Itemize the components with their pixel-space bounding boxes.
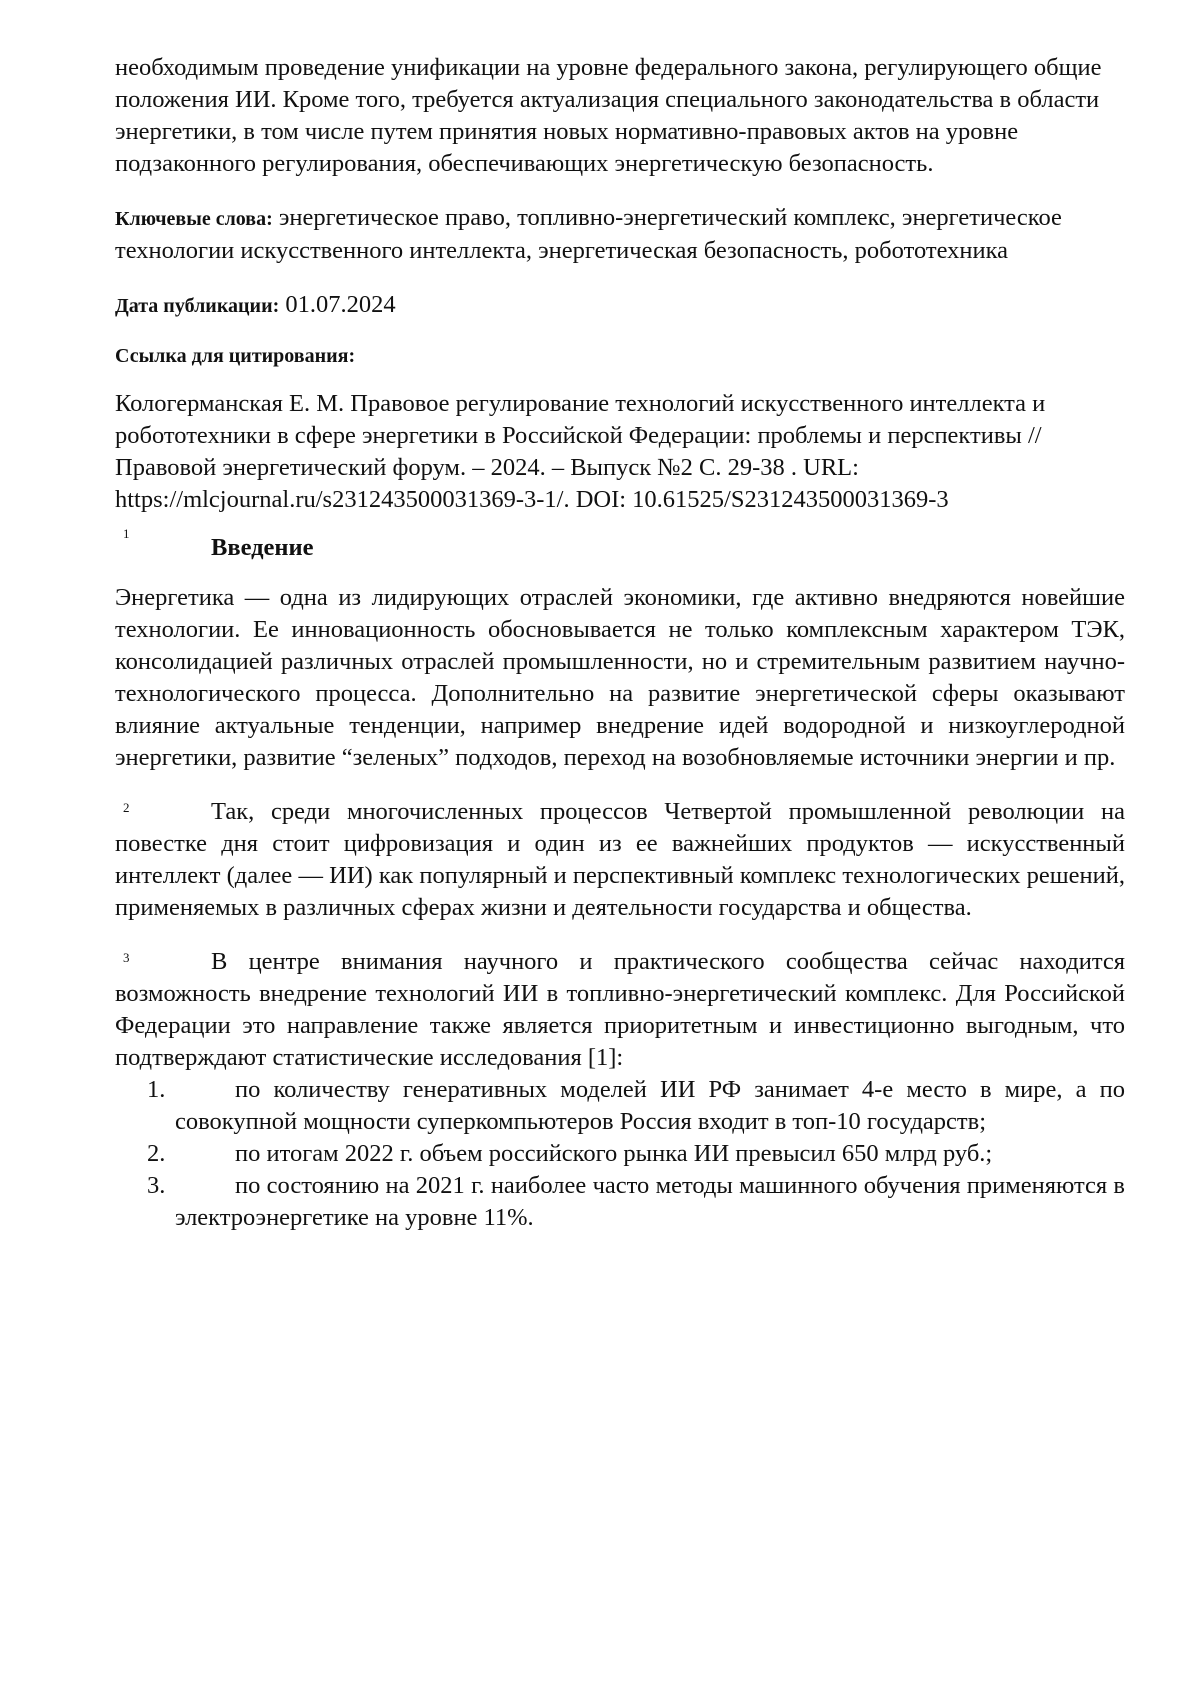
list-item — [115, 1138, 1125, 1170]
intro-section — [115, 526, 1125, 774]
paragraph-text: В центре внимания научного и практического сообщества сейчас находится возможность внедрение технологий ИИ в топливно-энергетический комплекс. Для Российской Федерации это направление также является приоритетным и инвестиционно выгодным, что подтверждают статистические исследования [1]: — [115, 948, 1125, 1071]
abstract-tail: необходимым проведение унификации на уровне федерального закона, регулирующего общие положения ИИ. Кроме того, требуется актуализация специального законодательства в области энергетики, в том числе путем принятия новых нормативно-правовых актов на уровне подзаконного регулирования, обеспечивающих энергетическую безопасность. — [115, 54, 1102, 177]
list-item — [115, 1170, 1125, 1234]
list-item-text: по состоянию на 2021 г. наиболее часто методы машинного обучения применяются в электроэнергетике на уровне 11%. — [175, 1172, 1125, 1231]
publication-date-value: 01.07.2024 — [285, 291, 396, 318]
list-item-text: по количеству генеративных моделей ИИ РФ занимает 4-е место в мире, а по совокупной мощности суперкомпьютеров Россия входит в топ-10 государств; — [175, 1076, 1125, 1135]
list-item — [115, 1074, 1125, 1138]
intro-paragraph: Энергетика — одна из лидирующих отраслей экономики, где активно внедряются новейшие технологии. Ее инновационность обосновывается не только комплексным характером ТЭК, консолидацией различных отраслей промышленности, но и стремительным развитием научно-технологического процесса. Дополнительно на развитие энергетической сферы оказывают влияние актуальные тенденции, например внедрение идей водородной и низкоуглеродной энергетики, развитие “зеленых” подходов, переход на возобновляемые источники энергии и пр. — [115, 584, 1125, 771]
paragraph-number: 1 — [123, 526, 130, 541]
paragraph-text: Так, среди многочисленных процессов Четвертой промышленной революции на повестке дня стоит цифровизация и один из ее важнейших продуктов — искусственный интеллект (далее — ИИ) как популярный и перспективный комплекс технологических решений, применяемых в различных сферах жизни и деятельности государства и общества. — [115, 798, 1125, 921]
publication-date — [115, 289, 1125, 322]
paragraph-number: 3 — [123, 950, 130, 965]
section-heading: Введение — [211, 534, 314, 561]
keywords — [115, 202, 1125, 267]
list-item-number: 1. — [147, 1076, 166, 1103]
list-item-number: 2. — [147, 1140, 166, 1167]
keywords-label: Ключевые слова: — [115, 208, 273, 230]
keywords-text: энергетическое право, топливно-энергетический комплекс, энергетическое технологии искусственного интеллекта, энергетическая безопасность, робототехника — [115, 204, 1062, 264]
publication-date-label: Дата публикации: — [115, 295, 280, 317]
paragraph-3 — [115, 946, 1125, 1074]
statistics-list — [115, 1074, 1125, 1234]
document-page — [115, 52, 1125, 1234]
list-item-number: 3. — [147, 1172, 166, 1199]
paragraph-number: 2 — [123, 800, 130, 815]
citation-label: Ссылка для цитирования: — [115, 345, 356, 367]
citation-text: Кологерманская Е. М. Правовое регулирование технологий искусственного интеллекта и робототехники в сфере энергетики в Российской Федерации: проблемы и перспективы // Правовой энергетический форум. – 2024. – Выпуск №2 С. 29-38 . URL: https://mlcjournal.ru/s231243500031369-3-1/. DOI: 10.61525/S231243500031369-3 — [115, 390, 1046, 513]
list-item-text: по итогам 2022 г. объем российского рынка ИИ превысил 650 млрд руб.; — [235, 1140, 993, 1167]
paragraph-2 — [115, 796, 1125, 924]
